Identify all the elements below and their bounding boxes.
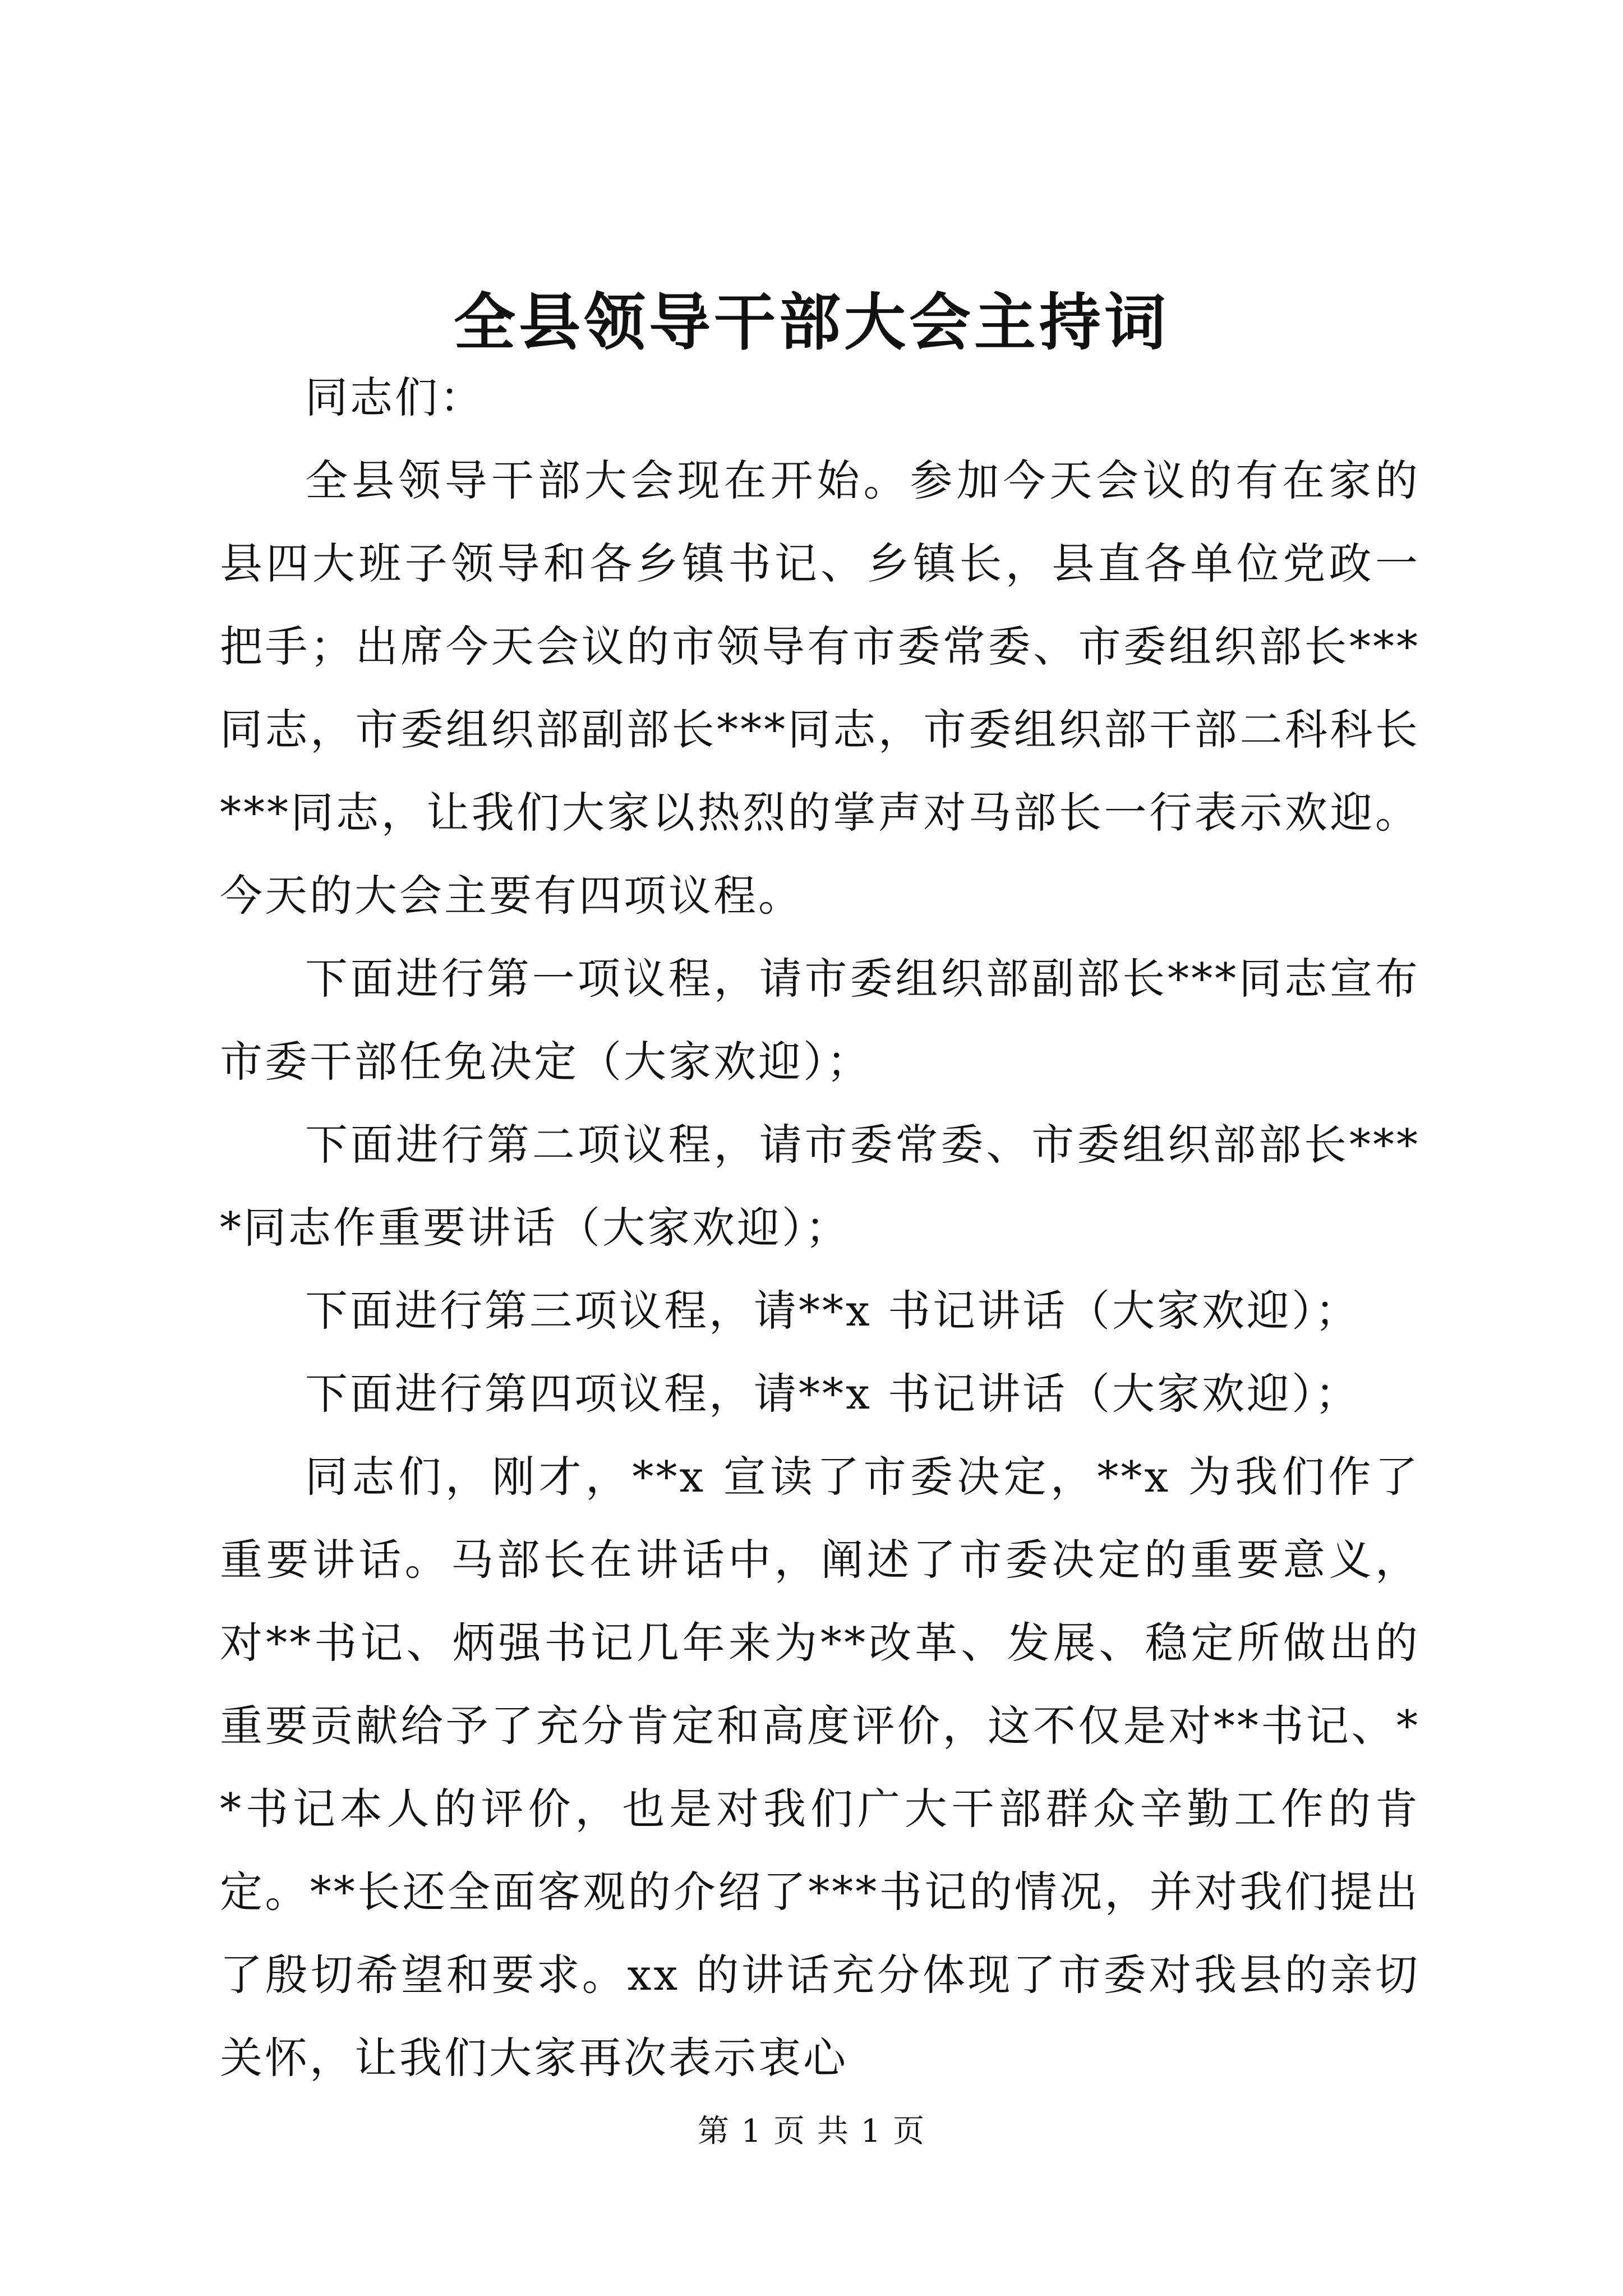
agenda-item-1-paragraph: 下面进行第一项议程，请市委组织部副部长***同志宣布市委干部任免决定（大家欢迎）；: [220, 954, 1420, 1087]
agenda-item-2-paragraph: 下面进行第二项议程，请市委常委、市委组织部部长****同志作重要讲话（大家欢迎）；: [220, 1120, 1420, 1253]
summary-paragraph: 同志们，刚才，**x 宣读了市委决定，**x 为我们作了重要讲话。马部长在讲话中，阐述了市委决定的重要意义，对**书记、炳强书记几年来为**改革、发展、稳定所做出的重要贡献给予了充分肯定和高度评价，这不仅是对**书记、**书记本人的评价，也是对我们广大干部群众辛勤工作的肯定。**长还全面客观的介绍了***书记的情况，并对我们提出了殷切希望和要求。xx 的讲话充分体现了市委对我县的亲切关怀，让我们大家再次表示衷心: [220, 1452, 1420, 2083]
opening-paragraph: 全县领导干部大会现在开始。参加今天会议的有在家的县四大班子领导和各乡镇书记、乡镇长，县直各单位党政一把手；出席今天会议的市领导有市委常委、市委组织部长***同志，市委组织部副部长***同志，市委组织部干部二科科长***同志，让我们大家以热烈的掌声对马部长一行表示欢迎。今天的大会主要有四项议程。: [220, 455, 1420, 921]
document-body: [220, 356, 1420, 2100]
salutation-paragraph: 同志们：: [305, 372, 485, 422]
page-footer: 第 1 页 共 1 页: [697, 2113, 926, 2150]
agenda-item-3-paragraph: 下面进行第三项议程，请**x 书记讲话（大家欢迎）；: [305, 1286, 1361, 1336]
document-title: 全县领导干部大会主持词: [454, 286, 1169, 358]
agenda-item-4-paragraph: 下面进行第四项议程，请**x 书记讲话（大家欢迎）；: [305, 1369, 1361, 1419]
